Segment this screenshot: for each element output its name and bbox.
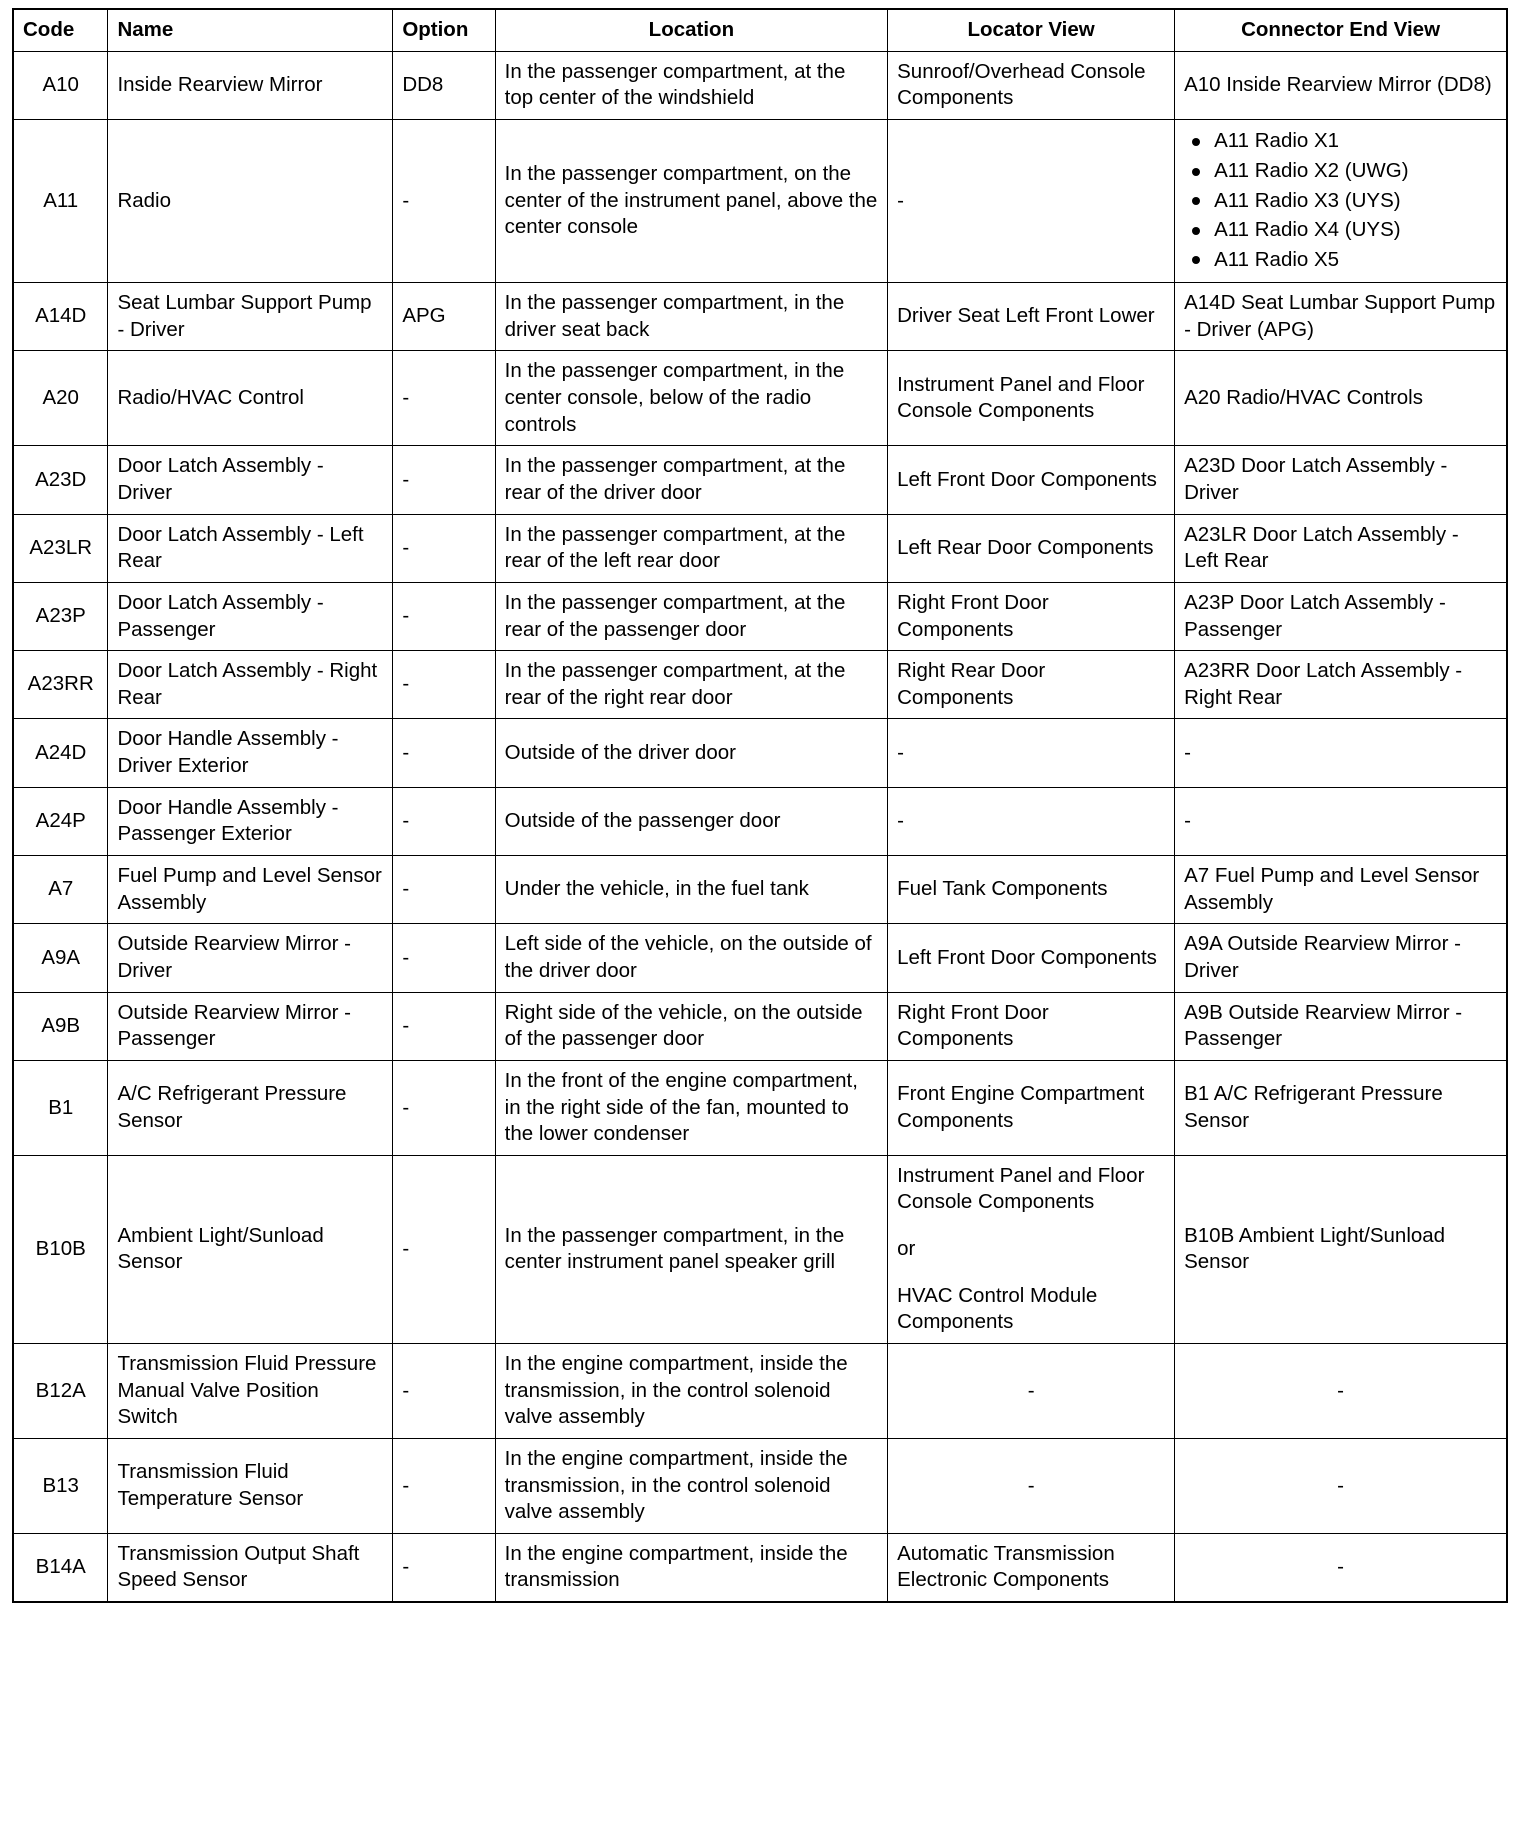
cell-code: A23RR xyxy=(13,651,108,719)
cell-name: Radio/HVAC Control xyxy=(108,351,393,446)
cell-location: Left side of the vehicle, on the outside of the driver door xyxy=(495,924,887,992)
cell-code: B12A xyxy=(13,1343,108,1438)
cell-code: A23LR xyxy=(13,514,108,582)
table-row xyxy=(13,992,1507,1060)
cell-option: - xyxy=(393,992,495,1060)
cell-code: A24D xyxy=(13,719,108,787)
component-location-table xyxy=(12,8,1508,1603)
cell-locator-view: Sunroof/Overhead Console Components xyxy=(888,51,1175,119)
header-row xyxy=(13,9,1507,51)
cell-locator-view: Instrument Panel and Floor Console Components xyxy=(888,351,1175,446)
connector-list-item: A11 Radio X5 xyxy=(1214,245,1497,275)
cell-location: In the passenger compartment, in the driver seat back xyxy=(495,283,887,351)
cell-option: - xyxy=(393,1533,495,1602)
cell-name: Door Latch Assembly - Right Rear xyxy=(108,651,393,719)
cell-location: Outside of the driver door xyxy=(495,719,887,787)
cell-code: A23D xyxy=(13,446,108,514)
cell-option: - xyxy=(393,924,495,992)
table-row xyxy=(13,283,1507,351)
cell-option: - xyxy=(393,1060,495,1155)
cell-connector-end-view: A23RR Door Latch Assembly - Right Rear xyxy=(1175,651,1507,719)
cell-locator-view: - xyxy=(888,719,1175,787)
cell-location: Right side of the vehicle, on the outside of the passenger door xyxy=(495,992,887,1060)
cell-location: In the passenger compartment, at the rear of the right rear door xyxy=(495,651,887,719)
cell-name: Seat Lumbar Support Pump - Driver xyxy=(108,283,393,351)
cell-connector-end-view: A9A Outside Rearview Mirror - Driver xyxy=(1175,924,1507,992)
column-header-name: Name xyxy=(108,9,393,51)
cell-location: In the passenger compartment, at the rear of the left rear door xyxy=(495,514,887,582)
cell-name: Outside Rearview Mirror - Passenger xyxy=(108,992,393,1060)
table-row xyxy=(13,1533,1507,1602)
cell-option: - xyxy=(393,1438,495,1533)
connector-list-item: A11 Radio X1 xyxy=(1214,127,1497,157)
cell-locator-view: Driver Seat Left Front Lower xyxy=(888,283,1175,351)
table-row xyxy=(13,582,1507,650)
cell-locator-view: - xyxy=(888,119,1175,282)
cell-option: APG xyxy=(393,283,495,351)
cell-connector-end-view: B10B Ambient Light/Sunload Sensor xyxy=(1175,1155,1507,1343)
cell-option: - xyxy=(393,446,495,514)
cell-location: In the engine compartment, inside the transmission xyxy=(495,1533,887,1602)
table-row xyxy=(13,1060,1507,1155)
locator-line: or xyxy=(897,1237,916,1261)
cell-locator-view: Front Engine Compartment Components xyxy=(888,1060,1175,1155)
cell-locator-view: Left Rear Door Components xyxy=(888,514,1175,582)
cell-name: Door Handle Assembly - Passenger Exterior xyxy=(108,787,393,855)
cell-code: A9B xyxy=(13,992,108,1060)
table-row xyxy=(13,1155,1507,1343)
cell-code: B13 xyxy=(13,1438,108,1533)
cell-locator-view: Right Front Door Components xyxy=(888,582,1175,650)
cell-code: A14D xyxy=(13,283,108,351)
locator-line: Instrument Panel and Floor Console Components xyxy=(897,1163,1145,1214)
cell-locator-view: Right Front Door Components xyxy=(888,992,1175,1060)
cell-code: A11 xyxy=(13,119,108,282)
cell-connector-end-view: - xyxy=(1175,719,1507,787)
cell-connector-end-view: A9B Outside Rearview Mirror - Passenger xyxy=(1175,992,1507,1060)
cell-location: In the passenger compartment, on the center of the instrument panel, above the center console xyxy=(495,119,887,282)
cell-code: B1 xyxy=(13,1060,108,1155)
table-body xyxy=(13,51,1507,1602)
cell-option: - xyxy=(393,582,495,650)
connector-list-item: A11 Radio X4 (UYS) xyxy=(1214,216,1497,246)
column-header-connector-end-view: Connector End View xyxy=(1175,9,1507,51)
cell-connector-end-view: A7 Fuel Pump and Level Sensor Assembly xyxy=(1175,856,1507,924)
table-row xyxy=(13,51,1507,119)
spacer xyxy=(897,1216,1165,1236)
cell-locator-view: Left Front Door Components xyxy=(888,446,1175,514)
cell-option: - xyxy=(393,1155,495,1343)
cell-location: In the passenger compartment, in the center instrument panel speaker grill xyxy=(495,1155,887,1343)
cell-name: Fuel Pump and Level Sensor Assembly xyxy=(108,856,393,924)
connector-list-item: A11 Radio X2 (UWG) xyxy=(1214,157,1497,187)
cell-locator-view: - xyxy=(888,787,1175,855)
table-row xyxy=(13,119,1507,282)
table-row xyxy=(13,446,1507,514)
cell-option: - xyxy=(393,719,495,787)
cell-connector-end-view: A10 Inside Rearview Mirror (DD8) xyxy=(1175,51,1507,119)
cell-connector-end-view: A23D Door Latch Assembly - Driver xyxy=(1175,446,1507,514)
cell-locator-view: Left Front Door Components xyxy=(888,924,1175,992)
cell-code: A7 xyxy=(13,856,108,924)
cell-connector-end-view: - xyxy=(1175,1343,1507,1438)
cell-connector-end-view: B1 A/C Refrigerant Pressure Sensor xyxy=(1175,1060,1507,1155)
table-row xyxy=(13,924,1507,992)
cell-locator-view: Automatic Transmission Electronic Components xyxy=(888,1533,1175,1602)
cell-option: - xyxy=(393,514,495,582)
table-row xyxy=(13,719,1507,787)
table-row xyxy=(13,351,1507,446)
cell-connector-end-view: - xyxy=(1175,787,1507,855)
cell-locator-view: - xyxy=(888,1343,1175,1438)
column-header-locator-view: Locator View xyxy=(888,9,1175,51)
cell-code: A9A xyxy=(13,924,108,992)
cell-connector-end-view: - xyxy=(1175,1438,1507,1533)
table-row xyxy=(13,1343,1507,1438)
cell-code: A20 xyxy=(13,351,108,446)
cell-code: B10B xyxy=(13,1155,108,1343)
cell-connector-end-view: A14D Seat Lumbar Support Pump - Driver (APG) xyxy=(1175,283,1507,351)
cell-locator-view: Fuel Tank Components xyxy=(888,856,1175,924)
column-header-option: Option xyxy=(393,9,495,51)
cell-name: Radio xyxy=(108,119,393,282)
cell-location: In the passenger compartment, at the rear of the passenger door xyxy=(495,582,887,650)
table-row xyxy=(13,651,1507,719)
cell-name: Transmission Fluid Pressure Manual Valve Position Switch xyxy=(108,1343,393,1438)
cell-name: Inside Rearview Mirror xyxy=(108,51,393,119)
column-header-code: Code xyxy=(13,9,108,51)
cell-option: - xyxy=(393,856,495,924)
cell-connector-end-view: A20 Radio/HVAC Controls xyxy=(1175,351,1507,446)
table-row xyxy=(13,514,1507,582)
cell-name: Door Handle Assembly - Driver Exterior xyxy=(108,719,393,787)
cell-location: In the passenger compartment, at the rear of the driver door xyxy=(495,446,887,514)
table-header xyxy=(13,9,1507,51)
cell-option: - xyxy=(393,351,495,446)
cell-location: In the passenger compartment, in the center console, below of the radio controls xyxy=(495,351,887,446)
cell-locator-view: - xyxy=(888,1438,1175,1533)
cell-name: Door Latch Assembly - Left Rear xyxy=(108,514,393,582)
cell-name: A/C Refrigerant Pressure Sensor xyxy=(108,1060,393,1155)
cell-location: Outside of the passenger door xyxy=(495,787,887,855)
cell-name: Transmission Fluid Temperature Sensor xyxy=(108,1438,393,1533)
connector-list-item: A11 Radio X3 (UYS) xyxy=(1214,186,1497,216)
cell-location: In the engine compartment, inside the transmission, in the control solenoid valve assembly xyxy=(495,1343,887,1438)
cell-name: Door Latch Assembly - Driver xyxy=(108,446,393,514)
cell-location: Under the vehicle, in the fuel tank xyxy=(495,856,887,924)
cell-name: Ambient Light/Sunload Sensor xyxy=(108,1155,393,1343)
cell-locator-view xyxy=(888,1155,1175,1343)
connector-list xyxy=(1184,127,1497,275)
locator-line: HVAC Control Module Components xyxy=(897,1283,1098,1334)
cell-code: A10 xyxy=(13,51,108,119)
cell-code: B14A xyxy=(13,1533,108,1602)
cell-connector-end-view xyxy=(1175,119,1507,282)
cell-code: A23P xyxy=(13,582,108,650)
cell-name: Outside Rearview Mirror - Driver xyxy=(108,924,393,992)
cell-option: - xyxy=(393,119,495,282)
cell-code: A24P xyxy=(13,787,108,855)
cell-name: Door Latch Assembly - Passenger xyxy=(108,582,393,650)
cell-locator-view: Right Rear Door Components xyxy=(888,651,1175,719)
cell-name: Transmission Output Shaft Speed Sensor xyxy=(108,1533,393,1602)
cell-option: - xyxy=(393,787,495,855)
cell-location: In the engine compartment, inside the transmission, in the control solenoid valve assembly xyxy=(495,1438,887,1533)
cell-connector-end-view: - xyxy=(1175,1533,1507,1602)
cell-connector-end-view: A23LR Door Latch Assembly - Left Rear xyxy=(1175,514,1507,582)
table-row xyxy=(13,1438,1507,1533)
table-row xyxy=(13,787,1507,855)
cell-option: DD8 xyxy=(393,51,495,119)
cell-location: In the front of the engine compartment, in the right side of the fan, mounted to the lower condenser xyxy=(495,1060,887,1155)
column-header-location: Location xyxy=(495,9,887,51)
table-row xyxy=(13,856,1507,924)
cell-option: - xyxy=(393,651,495,719)
cell-option: - xyxy=(393,1343,495,1438)
cell-connector-end-view: A23P Door Latch Assembly - Passenger xyxy=(1175,582,1507,650)
spacer xyxy=(897,1263,1165,1283)
cell-location: In the passenger compartment, at the top center of the windshield xyxy=(495,51,887,119)
